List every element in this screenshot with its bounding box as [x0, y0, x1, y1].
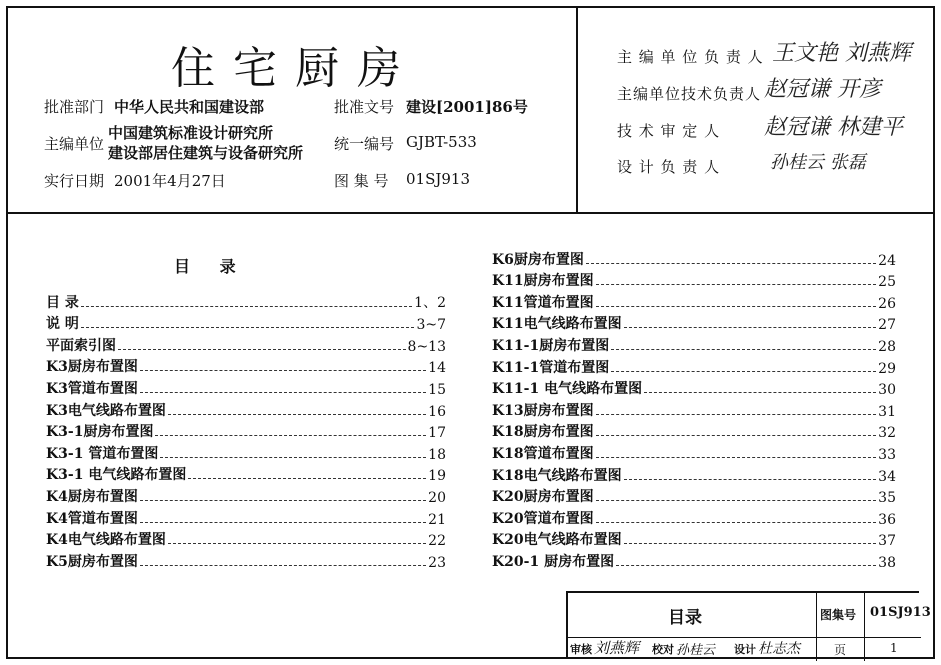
toc-entry-label: K3-1 电气线路布置图 — [46, 467, 187, 484]
toc-entry-page: 14 — [428, 360, 446, 377]
approval-doc: 建设[2001]86号 — [406, 98, 528, 116]
toc-entry-page: 35 — [878, 490, 896, 507]
toc-entry-page: 29 — [878, 360, 896, 377]
toc-entry-label: K6厨房布置图 — [492, 251, 584, 268]
toc-entry — [46, 463, 446, 485]
toc-entry-page: 28 — [878, 338, 896, 355]
toc-entry-page: 1、2 — [414, 294, 446, 311]
toc-leader-dots — [611, 371, 876, 372]
toc-entry — [46, 441, 446, 463]
toc-entry-page: 3~7 — [416, 317, 446, 334]
toc-entry-page: 19 — [428, 468, 446, 485]
toc-entry-label: K5厨房布置图 — [46, 553, 138, 570]
toc-entry-page: 31 — [878, 403, 896, 420]
toc-entry — [46, 484, 446, 506]
toc-entry-label: K20管道布置图 — [492, 510, 594, 527]
toc-entry-page: 17 — [428, 425, 446, 442]
toc-entry — [46, 312, 446, 334]
toc-entry — [46, 355, 446, 377]
toc-entry-page: 27 — [878, 317, 896, 334]
toc-entry — [492, 528, 896, 550]
toc-entry-label: K20-1 厨房布置图 — [492, 553, 615, 570]
toc-entry — [492, 247, 896, 269]
toc-leader-dots — [140, 500, 426, 501]
toc-entry — [492, 398, 896, 420]
toc-entry — [492, 355, 896, 377]
toc-leader-dots — [160, 457, 426, 458]
responsible-role-4: 设 计 负 责 人 — [617, 158, 721, 176]
toc-heading: 目 录 — [174, 257, 248, 276]
toc-leader-dots — [596, 457, 877, 458]
toc-leader-dots — [168, 543, 426, 544]
toc-right-column — [492, 247, 896, 571]
toc-entry-label: 目 录 — [46, 294, 79, 311]
unified-no: GJBT-533 — [406, 133, 477, 151]
toc-entry-label: K3电气线路布置图 — [46, 402, 166, 419]
editor-unit-label: 主编单位 — [44, 135, 105, 153]
toc-entry-label: K4电气线路布置图 — [46, 532, 166, 549]
title-block — [566, 591, 931, 659]
toc-entry — [46, 528, 446, 550]
sheet-title: 目录 — [668, 608, 702, 628]
toc-entry-page: 34 — [878, 468, 896, 485]
toc-entry — [492, 506, 896, 528]
toc-entry — [492, 290, 896, 312]
toc-entry — [46, 420, 446, 442]
toc-entry — [492, 485, 896, 507]
toc-entry — [46, 398, 446, 420]
toc-entry-label: K3管道布置图 — [46, 380, 138, 397]
toc-entry-label: K11-1管道布置图 — [492, 359, 610, 376]
document-title: 住宅厨房 — [171, 43, 419, 94]
responsible-signature-3: 赵冠谦 林建平 — [764, 115, 903, 140]
toc-entry-label: K13厨房布置图 — [492, 402, 594, 419]
atlas-no-label-block: 图集号 — [820, 608, 857, 622]
toc-leader-dots — [188, 478, 426, 479]
review-label: 审核 — [570, 643, 592, 656]
editor-unit-1: 中国建筑标准设计研究所 — [108, 124, 274, 142]
toc-entry-label: K18电气线路布置图 — [492, 467, 622, 484]
toc-entry — [492, 377, 896, 399]
toc-entry-page: 16 — [428, 403, 446, 420]
toc-leader-dots — [611, 349, 876, 350]
toc-entry-page: 24 — [878, 252, 896, 269]
toc-entry — [492, 549, 896, 571]
atlas-no: 01SJ913 — [406, 170, 471, 188]
toc-entry-page: 22 — [428, 533, 446, 550]
review-signature: 刘燕辉 — [594, 639, 640, 657]
toc-entry-page: 18 — [428, 446, 446, 463]
approval-dept-label: 批准部门 — [44, 98, 105, 116]
toc-leader-dots — [596, 414, 877, 415]
toc-entry — [492, 333, 896, 355]
design-label: 设计 — [734, 643, 756, 656]
atlas-no-label: 图 集 号 — [334, 172, 389, 190]
toc-entry-label: K20电气线路布置图 — [492, 532, 622, 549]
toc-entry — [46, 376, 446, 398]
page-no: 1 — [890, 641, 898, 655]
unified-no-label: 统一编号 — [334, 135, 395, 153]
toc-entry-label: 平面索引图 — [46, 337, 116, 354]
responsible-role-3: 技 术 审 定 人 — [617, 122, 721, 140]
responsible-role-1: 主 编 单 位 负 责 人 — [617, 48, 764, 66]
toc-leader-dots — [81, 327, 415, 328]
toc-leader-dots — [140, 392, 426, 393]
responsible-signature-4: 孙桂云 张磊 — [770, 152, 866, 173]
toc-leader-dots — [644, 392, 876, 393]
toc-entry-page: 21 — [428, 511, 446, 528]
toc-entry — [492, 441, 896, 463]
page-label: 页 — [834, 643, 847, 657]
toc-entry — [492, 463, 896, 485]
toc-entry — [46, 506, 446, 528]
toc-entry-page: 33 — [878, 446, 896, 463]
check-signature: 孙桂云 — [676, 643, 716, 658]
toc-entry — [46, 333, 446, 355]
toc-entry-page: 8~13 — [407, 338, 446, 355]
responsible-role-2: 主编单位技术负责人 — [617, 85, 762, 103]
toc-leader-dots — [118, 349, 406, 350]
header-vertical-divider — [576, 6, 578, 213]
toc-leader-dots — [586, 263, 876, 264]
responsible-signature-1: 王文艳 刘燕辉 — [772, 41, 911, 66]
toc-left-column — [46, 290, 446, 571]
toc-entry-label: K18厨房布置图 — [492, 424, 594, 441]
toc-entry-label: K20厨房布置图 — [492, 489, 594, 506]
design-signature: 杜志杰 — [758, 641, 800, 657]
toc-entry-label: K11管道布置图 — [492, 294, 594, 311]
check-label: 校对 — [652, 643, 674, 656]
toc-entry-label: K18管道布置图 — [492, 445, 594, 462]
toc-entry-label: K11-1厨房布置图 — [492, 337, 610, 354]
approval-doc-label: 批准文号 — [334, 98, 395, 116]
toc-leader-dots — [140, 522, 426, 523]
atlas-no-block: 01SJ913 — [870, 605, 931, 620]
toc-leader-dots — [596, 284, 877, 285]
toc-leader-dots — [616, 565, 876, 566]
toc-entry-page: 15 — [428, 381, 446, 398]
toc-leader-dots — [155, 435, 426, 436]
toc-leader-dots — [624, 479, 877, 480]
toc-entry-label: K11电气线路布置图 — [492, 316, 622, 333]
toc-entry-label: K11厨房布置图 — [492, 273, 594, 290]
toc-leader-dots — [81, 306, 412, 307]
toc-entry-label: K3-1厨房布置图 — [46, 424, 154, 441]
toc-leader-dots — [624, 543, 877, 544]
toc-entry — [46, 290, 446, 312]
toc-entry-page: 23 — [428, 554, 446, 571]
toc-leader-dots — [624, 327, 877, 328]
toc-entry-page: 32 — [878, 425, 896, 442]
toc-leader-dots — [140, 565, 426, 566]
toc-entry — [492, 312, 896, 334]
toc-entry-page: 26 — [878, 295, 896, 312]
toc-entry-label: K4厨房布置图 — [46, 488, 138, 505]
responsible-signature-2: 赵冠谦 开彦 — [764, 77, 881, 102]
toc-entry-page: 20 — [428, 489, 446, 506]
toc-entry-page: 30 — [878, 382, 896, 399]
toc-entry-label: K3厨房布置图 — [46, 359, 138, 376]
toc-leader-dots — [596, 522, 877, 523]
toc-leader-dots — [168, 414, 426, 415]
toc-entry-page: 37 — [878, 533, 896, 550]
toc-leader-dots — [596, 435, 877, 436]
toc-entry-label: K11-1 电气线路布置图 — [492, 381, 643, 398]
toc-leader-dots — [596, 500, 877, 501]
toc-entry-label: K3-1 管道布置图 — [46, 445, 159, 462]
toc-entry-page: 25 — [878, 274, 896, 291]
effective-date: 2001年4月27日 — [114, 172, 226, 190]
toc-leader-dots — [140, 370, 426, 371]
effective-date-label: 实行日期 — [44, 172, 105, 190]
toc-leader-dots — [596, 306, 877, 307]
toc-entry-label: 说 明 — [46, 316, 79, 333]
approval-dept: 中华人民共和国建设部 — [114, 98, 265, 116]
toc-entry-label: K4管道布置图 — [46, 510, 138, 527]
editor-unit-2: 建设部居住建筑与设备研究所 — [108, 144, 304, 162]
toc-entry-page: 38 — [878, 554, 896, 571]
header-divider — [6, 212, 935, 214]
toc-entry — [492, 420, 896, 442]
toc-entry — [492, 269, 896, 291]
toc-entry-page: 36 — [878, 511, 896, 528]
toc-entry — [46, 549, 446, 571]
